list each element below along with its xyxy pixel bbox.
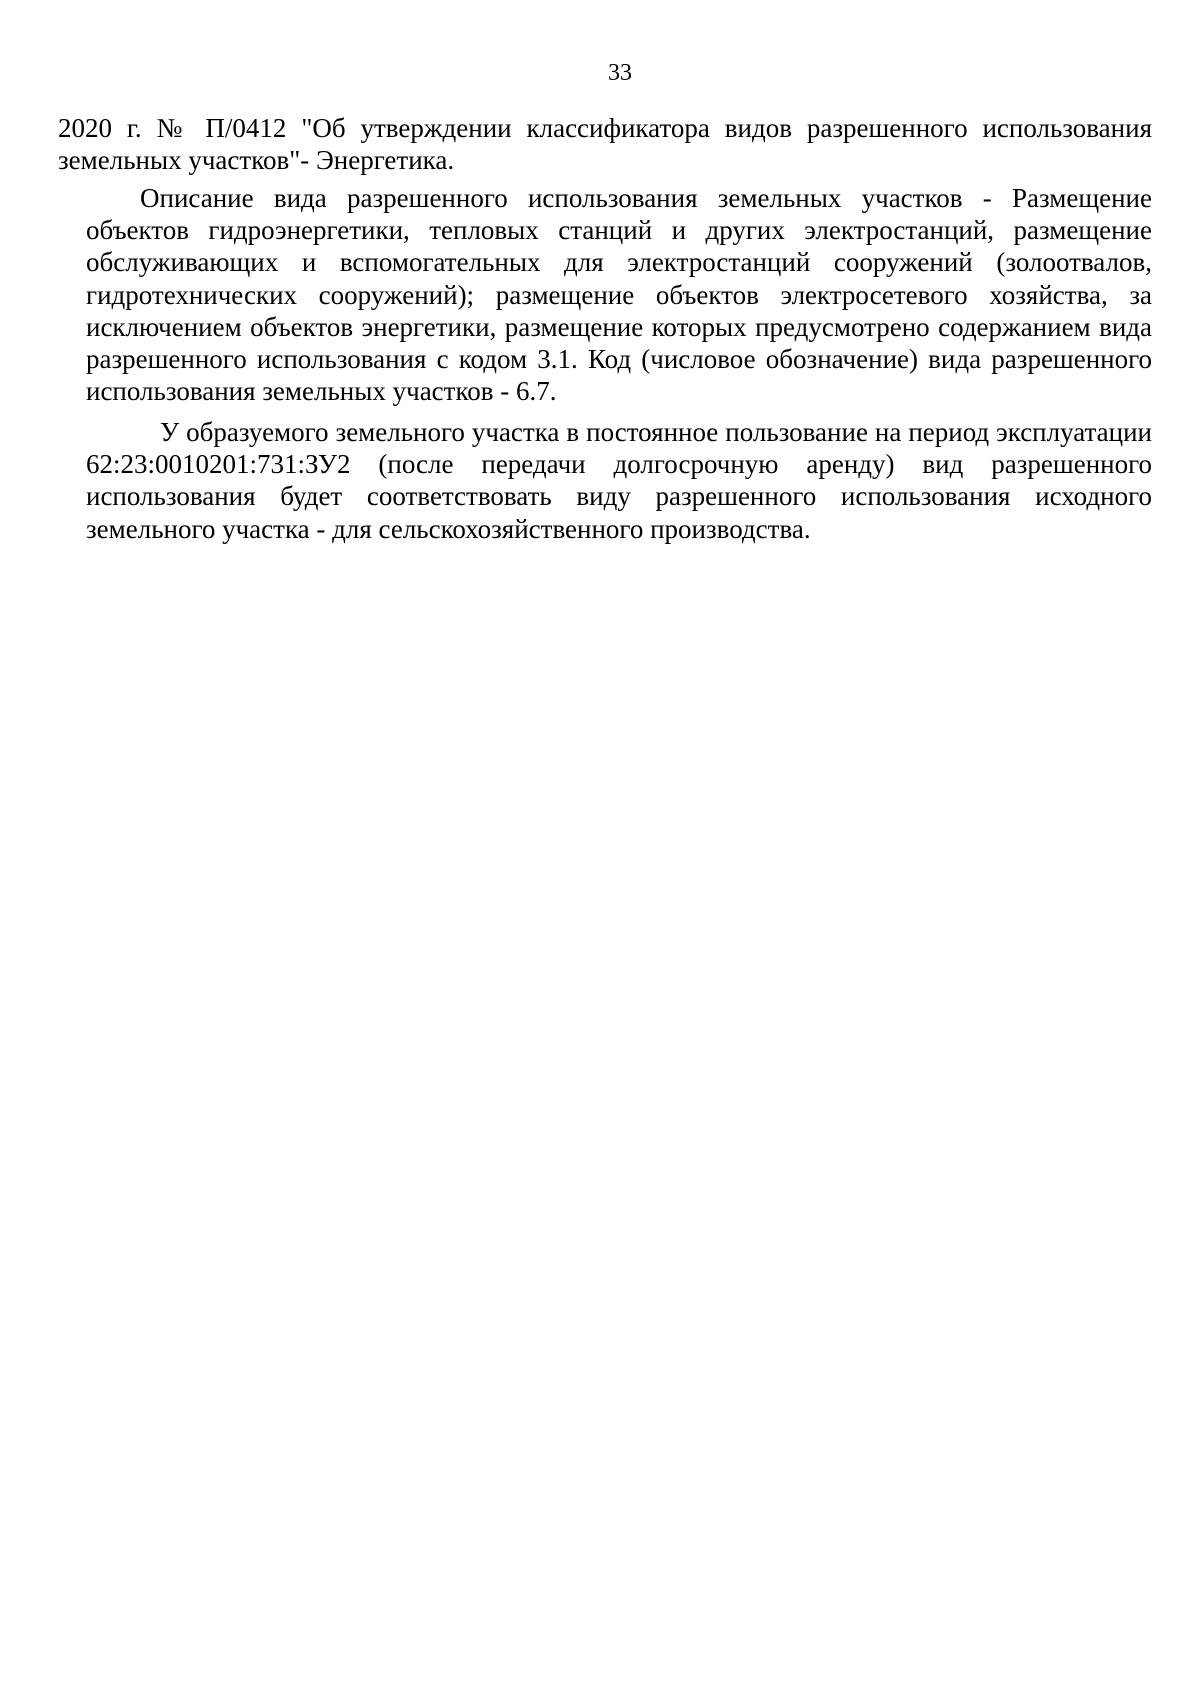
paragraph-continuation: 2020 г. № П/0412 "Об утверждении классификатора видов разрешенного использования земельных участков"- Энергетика. (58, 113, 1152, 176)
paragraph-land-plot-usage: У образуемого земельного участка в постоянное пользование на период эксплуатации 62:23:0010201:731:ЗУ2 (после передачи долгосрочную аренду) вид разрешенного использования будет соответствовать виду разрешенного использования исходного земельного участка - для сельскохозяйственного производства. (86, 417, 1152, 544)
paragraph-land-use-description: Описание вида разрешенного использования земельных участков - Размещение объектов гидроэнергетики, тепловых станций и других электростанций, размещение обслуживающих и вспомогательных для электростанций сооружений (золоотвалов, гидротехнических сооружений); размещение объектов электросетевого хозяйства, за исключением объектов энергетики, размещение которых предусмотрено содержанием вида разрешенного использования с кодом 3.1. Код (числовое обозначение) вида разрешенного использования земельных участков - 6.7. (86, 183, 1152, 407)
page-number: 33 (608, 60, 632, 86)
